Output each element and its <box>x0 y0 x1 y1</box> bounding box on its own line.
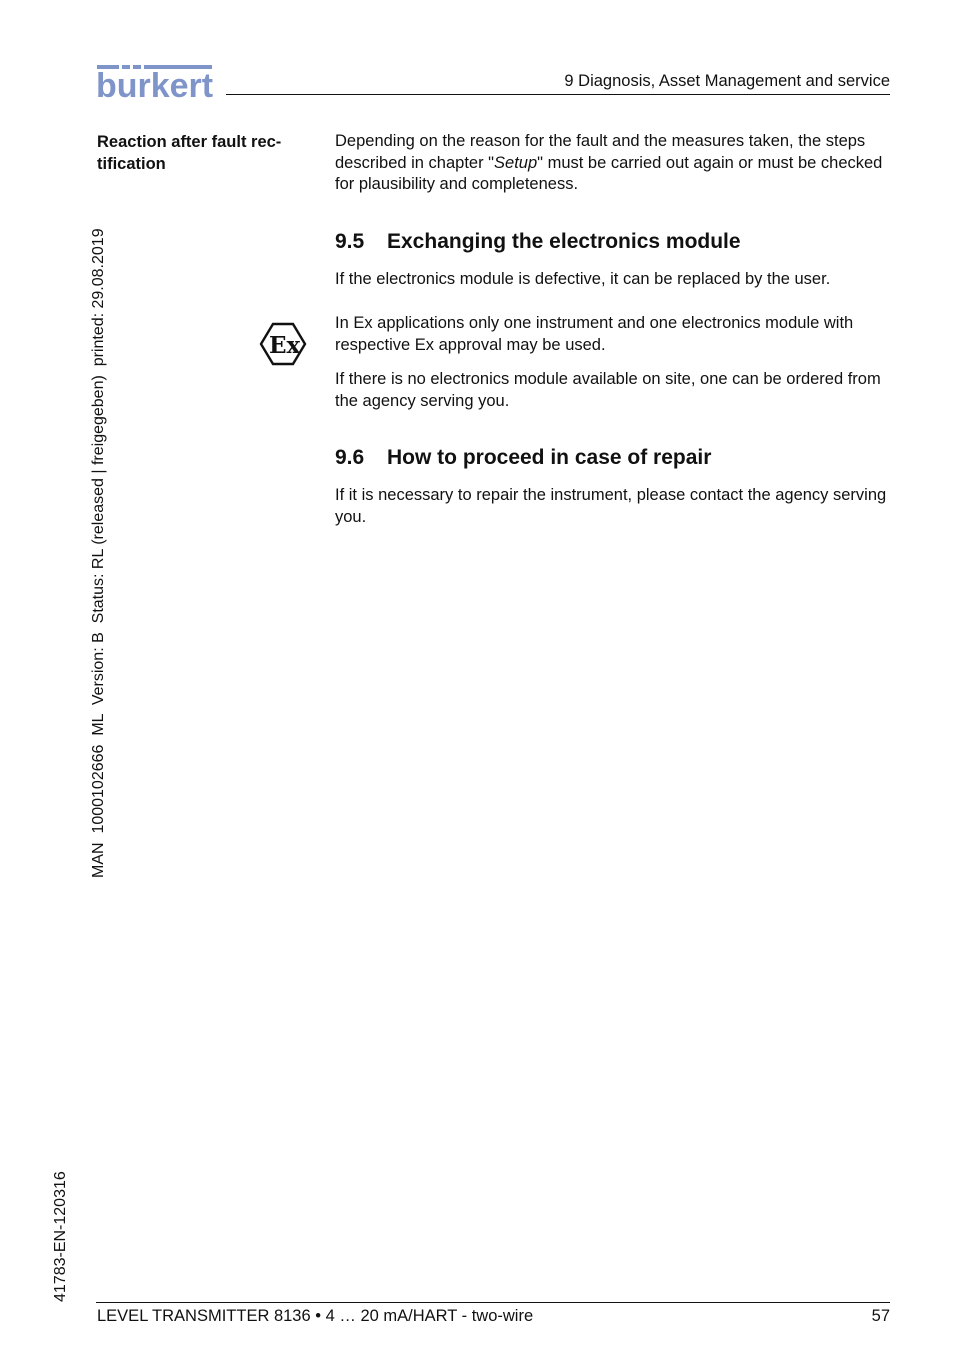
footer-product: LEVEL TRANSMITTER 8136 • 4 … 20 mA/HART - two-wire <box>97 1307 534 1325</box>
chapter-header: 9 Diagnosis, Asset Management and service <box>564 72 890 90</box>
section-number: 9.6 <box>335 446 365 469</box>
paragraph-ex-applications: In Ex applications only one instrument and one electronics module with respective Ex approval may be used. <box>335 314 854 354</box>
side-label-line1: Reaction after fault rec- <box>97 133 282 151</box>
logo-text: burkert <box>96 67 213 102</box>
side-label-line2: tification <box>97 155 166 173</box>
section-heading-9-5 <box>335 229 741 255</box>
svg-text:Ex: Ex <box>269 332 301 359</box>
document-status-line: MAN 1000102666 ML Version: B Status: RL (released | freigegeben) printed: 29.08.2019 <box>90 228 107 878</box>
section-title: Exchanging the electronics module <box>387 230 741 253</box>
paragraph-electronics-defective: If the electronics module is defective, it can be replaced by the user. <box>335 270 831 288</box>
paragraph-fault-rectification <box>335 131 905 196</box>
footer-divider <box>96 1302 890 1303</box>
paragraph-order-module: If there is no electronics module available on site, one can be ordered from the agency serving you. <box>335 370 881 410</box>
section-heading-9-6 <box>335 445 711 471</box>
paragraph-repair: If it is necessary to repair the instrument, please contact the agency serving you. <box>335 486 887 526</box>
document-id: 41783-EN-120316 <box>52 1171 69 1302</box>
section-title: How to proceed in case of repair <box>387 446 712 469</box>
para1-italic: Setup <box>494 153 538 172</box>
page-number: 57 <box>871 1307 890 1325</box>
header-divider <box>226 94 890 95</box>
section-number: 9.5 <box>335 230 365 253</box>
para1-part1: Depending on the reason for the fault and the measures taken, the steps described in chapter " <box>335 132 866 172</box>
burkert-logo <box>96 62 214 102</box>
para1-part2: " must be carried out again or must be checked for plausibility and completeness. <box>335 153 883 193</box>
side-label <box>97 131 312 175</box>
ex-approval-icon <box>259 322 307 366</box>
